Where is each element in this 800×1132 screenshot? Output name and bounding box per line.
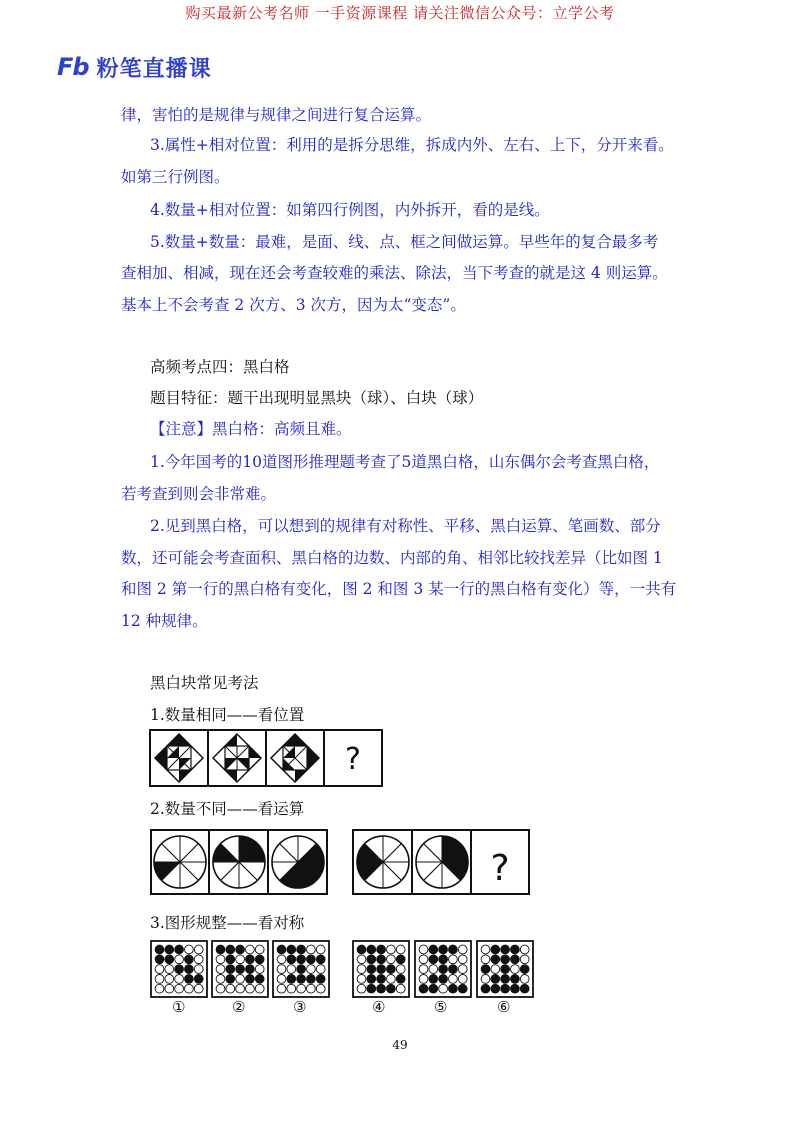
note-text: 黑白格：高频且难。 [212, 420, 352, 438]
method-2-title: 2.数量不同——看运算 [150, 800, 305, 818]
pie-figure-1 [154, 836, 206, 888]
pie-figure-5 [416, 836, 468, 888]
pie-figure-3 [272, 836, 324, 888]
dot-grid-4 [353, 941, 409, 997]
section-heading: 高频考点四：黑白格 [150, 358, 290, 376]
dot-grid-2 [212, 941, 268, 997]
figure-operation-sequence [149, 828, 532, 896]
paragraph-line: 基本上不会考查 2 次方、3 次方，因为太“变态”。 [121, 296, 466, 314]
dot-grid-3 [273, 941, 329, 997]
pie-figure-4 [357, 836, 409, 888]
paragraph-line: 4.数量+相对位置：如第四行例图，内外拆开，看的是线。 [150, 201, 550, 219]
paragraph-line: 律，害怕的是规律与规律之间进行复合运算。 [121, 106, 432, 124]
option-label: ① [172, 998, 186, 1016]
dot-grid-5 [415, 941, 471, 997]
paragraph-line: 如第三行例图。 [121, 168, 230, 186]
page-number: 49 [392, 1038, 408, 1052]
method-1-title: 1.数量相同——看位置 [150, 706, 305, 724]
paragraph-line: 5.数量+数量：最难，是面、线、点、框之间做运算。早些年的复合最多考 [150, 233, 659, 251]
paragraph-line: 12 种规律。 [121, 612, 208, 630]
question-mark: ? [490, 848, 510, 889]
brand-name: 粉笔直播课 [96, 56, 212, 82]
note-line [150, 417, 352, 439]
option-label: ④ [372, 998, 386, 1016]
feature-line: 题目特征：题干出现明显黑块（球）、白块（球） [150, 389, 484, 407]
paragraph-line: 1.今年国考的10道图形推理题考查了5道黑白格，山东偶尔会考查黑白格， [150, 453, 660, 471]
option-label: ⑤ [434, 998, 448, 1016]
paragraph-line: 查相加、相减，现在还会考查较难的乘法、除法，当下考查的就是这 4 则运算。 [121, 264, 668, 282]
pie-figure-2 [213, 836, 265, 888]
promo-banner: 购买最新公考名师 一手资源课程 请关注微信公众号：立学公考 [185, 4, 615, 22]
paragraph-line: 2.见到黑白格，可以想到的规律有对称性、平移、黑白运算、笔画数、部分 [150, 517, 661, 535]
paragraph-line: 3.属性+相对位置：利用的是拆分思维，拆成内外、左右、上下，分开来看。 [150, 136, 674, 154]
note-label: 【注意】 [150, 420, 213, 438]
figure-symmetry-grids [149, 939, 535, 999]
method-3-title: 3.图形规整——看对称 [150, 914, 305, 932]
paragraph-line: 数，还可能会考查面积、黑白格的边数、内部的角、相邻比较找差异（比如图 1 [121, 549, 663, 567]
paragraph-line: 和图 2 第一行的黑白格有变化，图 2 和图 3 某一行的黑白格有变化）等，一共有 [121, 580, 677, 598]
dot-grid-6 [477, 941, 533, 997]
option-label: ② [232, 998, 246, 1016]
question-mark: ? [345, 742, 361, 777]
fb-logo-icon: Fb [57, 53, 89, 81]
brand-logo [57, 52, 212, 82]
option-label: ③ [293, 998, 307, 1016]
paragraph-line: 若考查到则会非常难。 [121, 485, 277, 503]
dot-grid-1 [151, 941, 207, 997]
methods-heading: 黑白块常见考法 [150, 674, 259, 692]
figure-position-sequence [149, 729, 383, 787]
option-label: ⑥ [497, 998, 511, 1016]
